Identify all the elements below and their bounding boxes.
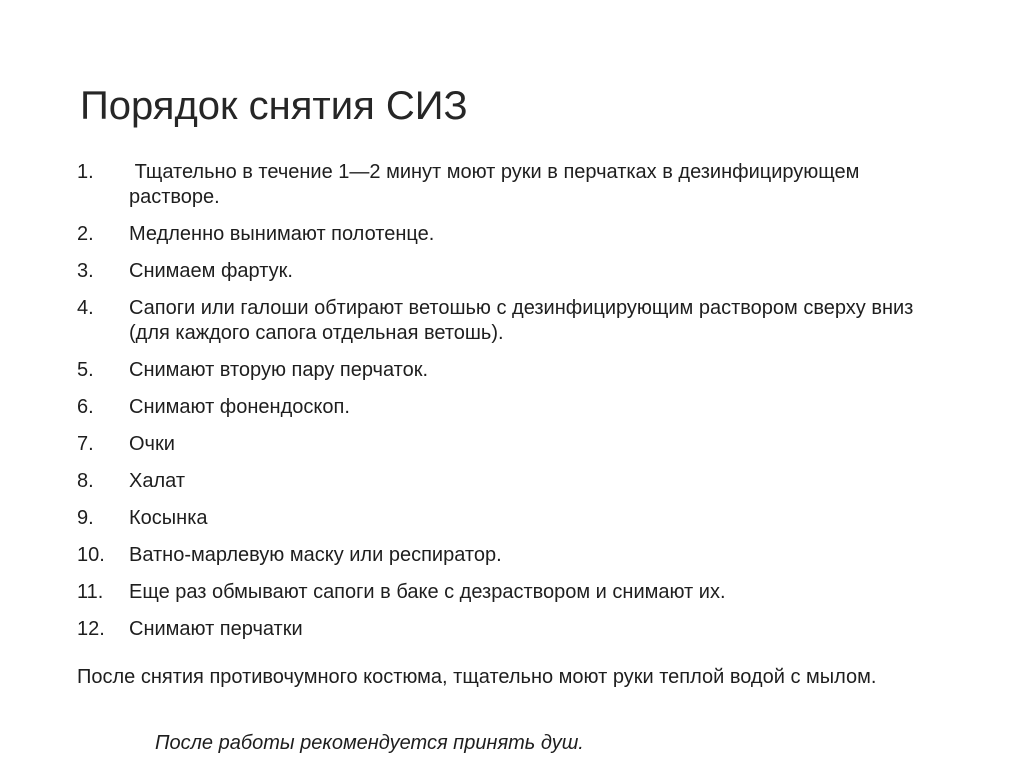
list-item-number: 9. [77, 507, 94, 529]
list-item [77, 543, 917, 568]
list-item-text: Снимают вторую пару перчаток. [129, 359, 429, 381]
list-item [77, 160, 917, 210]
list-item [77, 296, 917, 346]
list-item-text: Ватно-марлевую маску или респиратор. [129, 544, 502, 566]
list-item [77, 469, 917, 494]
list-item [77, 506, 917, 531]
list-item-number: 1. [77, 161, 94, 183]
steps-list [77, 160, 917, 654]
italic-note: После работы рекомендуется принять душ. [155, 732, 584, 754]
list-item-text: Снимают перчатки [129, 618, 303, 640]
list-item-number: 5. [77, 359, 94, 381]
list-item-number: 8. [77, 470, 94, 492]
list-item-number: 6. [77, 396, 94, 418]
list-item-number: 10. [77, 544, 105, 566]
list-item-text: Снимают фонендоскоп. [129, 396, 350, 418]
list-item-text: Косынка [129, 507, 208, 529]
list-item [77, 395, 917, 420]
slide-title: Порядок снятия СИЗ [80, 84, 468, 128]
list-item-number: 7. [77, 433, 94, 455]
list-item [77, 580, 917, 605]
list-item-text: Медленно вынимают полотенце. [129, 223, 435, 245]
list-item-text: Халат [129, 470, 185, 492]
list-item-number: 11. [77, 581, 104, 603]
list-item-text: Снимаем фартук. [129, 260, 293, 282]
list-item-number: 3. [77, 260, 94, 282]
list-item-number: 4. [77, 297, 94, 319]
closing-paragraph: После снятия противочумного костюма, тщательно моют руки теплой водой с мылом. [77, 666, 877, 688]
list-item-number: 2. [77, 223, 94, 245]
list-item [77, 358, 917, 383]
list-item [77, 259, 917, 284]
list-item-number: 12. [77, 618, 105, 640]
list-item [77, 432, 917, 457]
list-item-text: Сапоги или галоши обтирают ветошью с дезинфицирующим раствором сверху вниз (для каждого сапога отдельная ветошь). [129, 297, 914, 344]
list-item [77, 617, 917, 642]
list-item [77, 222, 917, 247]
list-item-text: Очки [129, 433, 175, 455]
list-item-text: Еще раз обмывают сапоги в баке с дезраствором и снимают их. [129, 581, 726, 603]
list-item-text: Тщательно в течение 1—2 минут моют руки в перчатках в дезинфицирующем растворе. [129, 161, 865, 208]
